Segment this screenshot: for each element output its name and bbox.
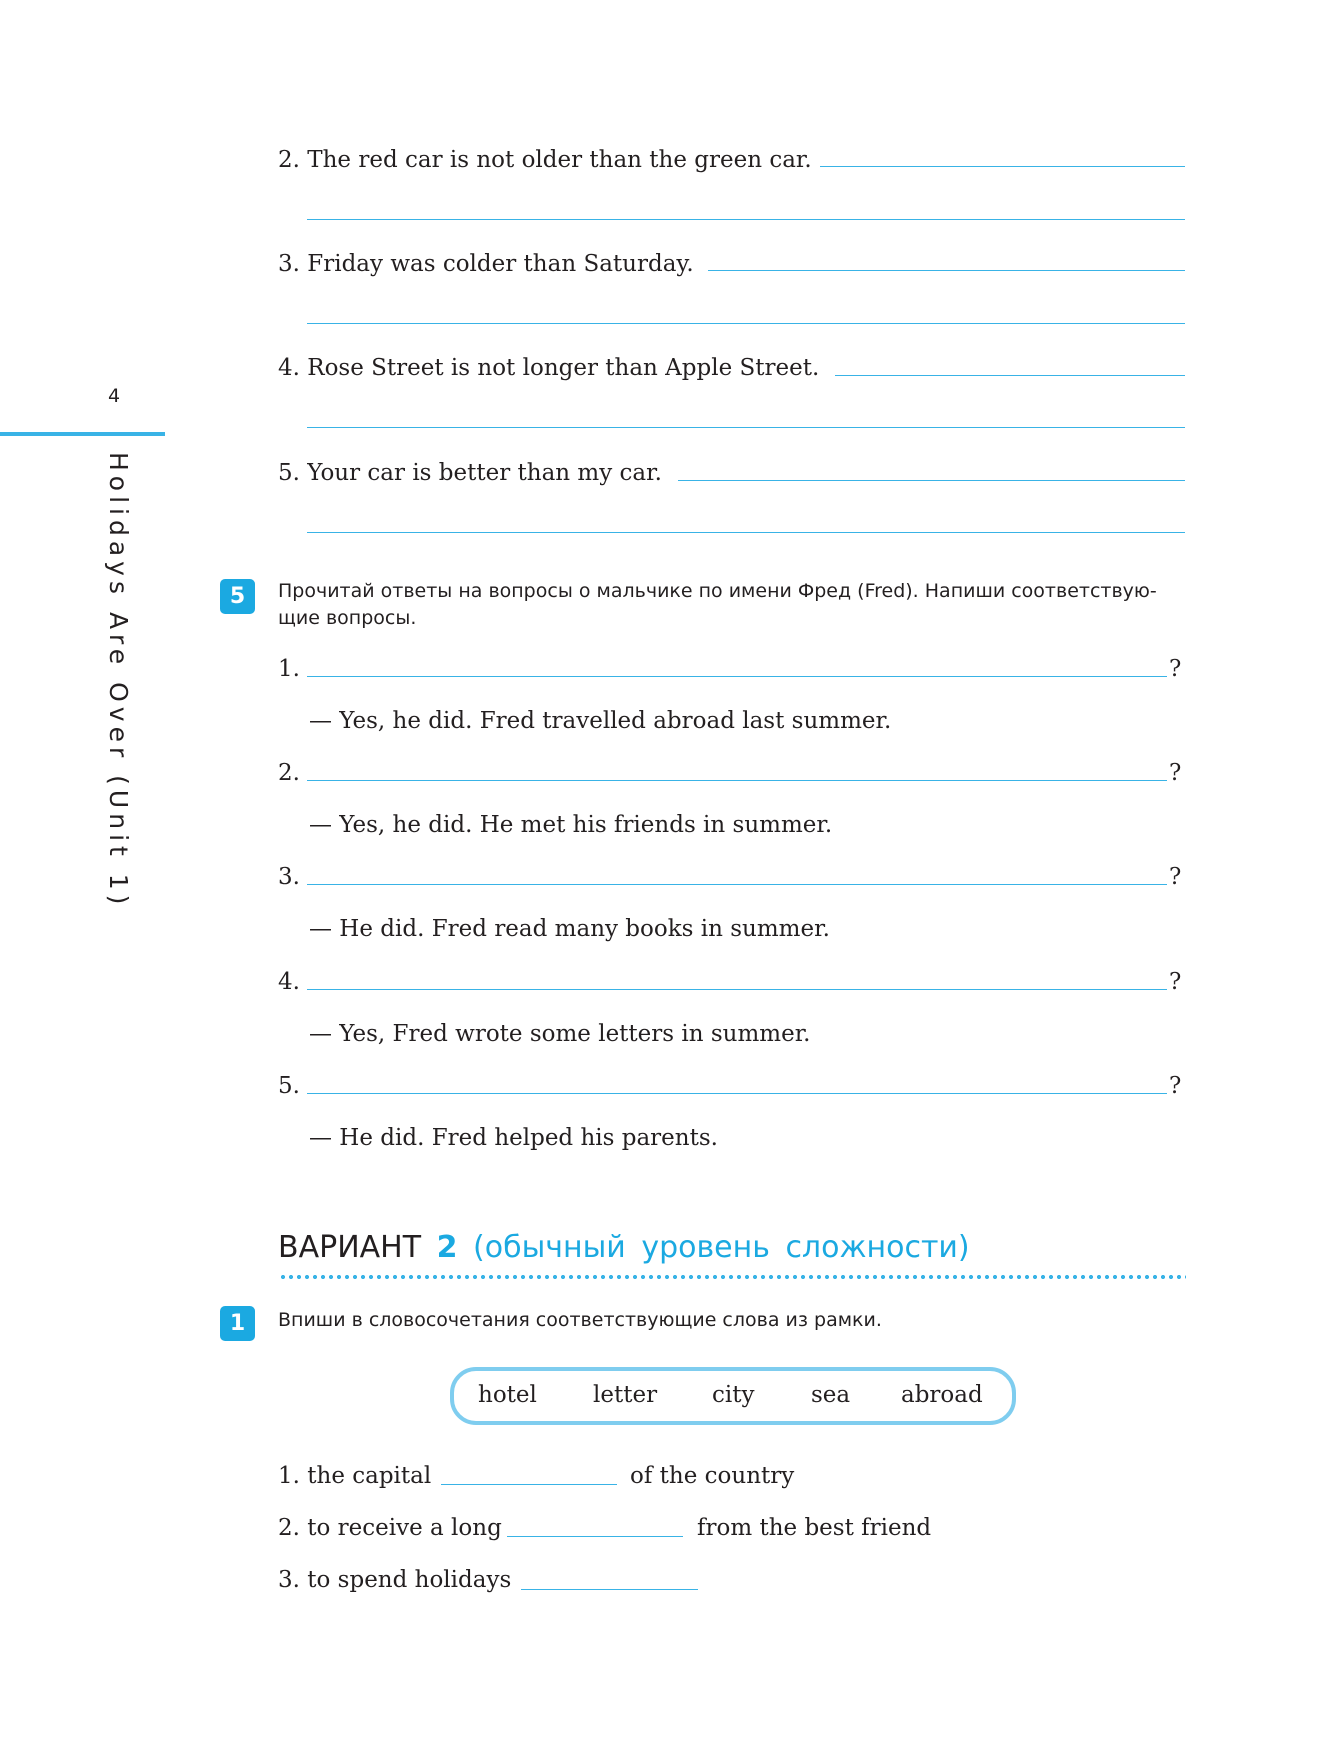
- ex5-q4-number: 4.: [278, 969, 300, 995]
- ex5-q4-question-mark: ?: [1169, 969, 1182, 995]
- ex4-item-5-answer-line[interactable]: [678, 480, 1185, 481]
- ex5-q1-number: 1.: [278, 656, 300, 682]
- ex5-q3-question-mark: ?: [1169, 864, 1182, 890]
- ex4-item-2-answer-line-2[interactable]: [307, 219, 1185, 220]
- ex4-item-2: 2. The red car is not older than the green car.: [278, 147, 812, 173]
- ex5-q2-answer-line[interactable]: [307, 780, 1167, 781]
- ex5-q3-number: 3.: [278, 864, 300, 890]
- ex4-item-3-answer-line-2[interactable]: [307, 323, 1185, 324]
- ex4-item-2-answer-line[interactable]: [820, 166, 1185, 167]
- ex5-q5-number: 5.: [278, 1073, 300, 1099]
- ex5-a4: — Yes, Fred wrote some letters in summer.: [309, 1021, 811, 1047]
- variant-number: 2: [436, 1230, 458, 1265]
- ex5-a5: — He did. Fred helped his parents.: [309, 1125, 718, 1151]
- ex4-item-4-answer-line[interactable]: [835, 375, 1185, 376]
- ex4-item-3: 3. Friday was colder than Saturday.: [278, 251, 694, 277]
- ex1-item-1-before: 1. the capital: [278, 1463, 432, 1489]
- ex4-item-5-answer-line-2[interactable]: [307, 532, 1185, 533]
- variant-level: (обычный уровень сложности): [473, 1230, 970, 1265]
- ex1-item-1-after: of the country: [630, 1463, 795, 1489]
- exercise-5-badge: 5: [220, 579, 255, 614]
- ex4-item-4-answer-line-2[interactable]: [307, 427, 1185, 428]
- ex5-q5-answer-line[interactable]: [307, 1093, 1167, 1094]
- ex5-q1-answer-line[interactable]: [307, 676, 1167, 677]
- ex5-a2: — Yes, he did. He met his friends in summer.: [309, 812, 833, 838]
- ex4-item-5: 5. Your car is better than my car.: [278, 460, 662, 486]
- ex1-item-2-blank[interactable]: [507, 1536, 683, 1537]
- variant-title: ВАРИАНТ: [278, 1230, 422, 1265]
- exercise-1-instruction: Впиши в словосочетания соответствующие слова из рамки.: [278, 1309, 882, 1331]
- margin-divider: [0, 432, 165, 436]
- ex5-q2-number: 2.: [278, 760, 300, 786]
- exercise-5-instruction: Прочитай ответы на вопросы о мальчике по имени Фред (Fred). Напиши соответствую-щие вопросы.: [278, 580, 1157, 629]
- side-title: Holidays Are Over (Unit 1): [104, 452, 133, 910]
- ex5-a1: — Yes, he did. Fred travelled abroad last summer.: [309, 708, 892, 734]
- ex1-item-2-before: 2. to receive a long: [278, 1515, 502, 1541]
- word-box-hotel: hotel: [478, 1382, 537, 1408]
- ex5-q3-answer-line[interactable]: [307, 884, 1167, 885]
- ex5-a3: — He did. Fred read many books in summer.: [309, 916, 830, 942]
- word-box-letter: letter: [593, 1382, 658, 1408]
- ex1-item-1-blank[interactable]: [441, 1484, 617, 1485]
- word-box-sea: sea: [811, 1382, 851, 1408]
- variant-heading: [278, 1228, 970, 1268]
- ex1-item-3-blank[interactable]: [521, 1589, 698, 1590]
- ex1-item-3-before: 3. to spend holidays: [278, 1567, 512, 1593]
- ex5-q2-question-mark: ?: [1169, 760, 1182, 786]
- page-number: 4: [108, 385, 121, 407]
- ex5-q4-answer-line[interactable]: [307, 989, 1167, 990]
- ex5-q5-question-mark: ?: [1169, 1073, 1182, 1099]
- word-box-abroad: abroad: [901, 1382, 983, 1408]
- dotted-divider: [279, 1274, 1186, 1280]
- exercise-1-badge: 1: [220, 1306, 255, 1341]
- ex4-item-3-answer-line[interactable]: [708, 270, 1185, 271]
- ex5-q1-question-mark: ?: [1169, 656, 1182, 682]
- ex1-item-2-after: from the best friend: [697, 1515, 932, 1541]
- word-box-city: city: [712, 1382, 755, 1408]
- ex4-item-4: 4. Rose Street is not longer than Apple Street.: [278, 355, 820, 381]
